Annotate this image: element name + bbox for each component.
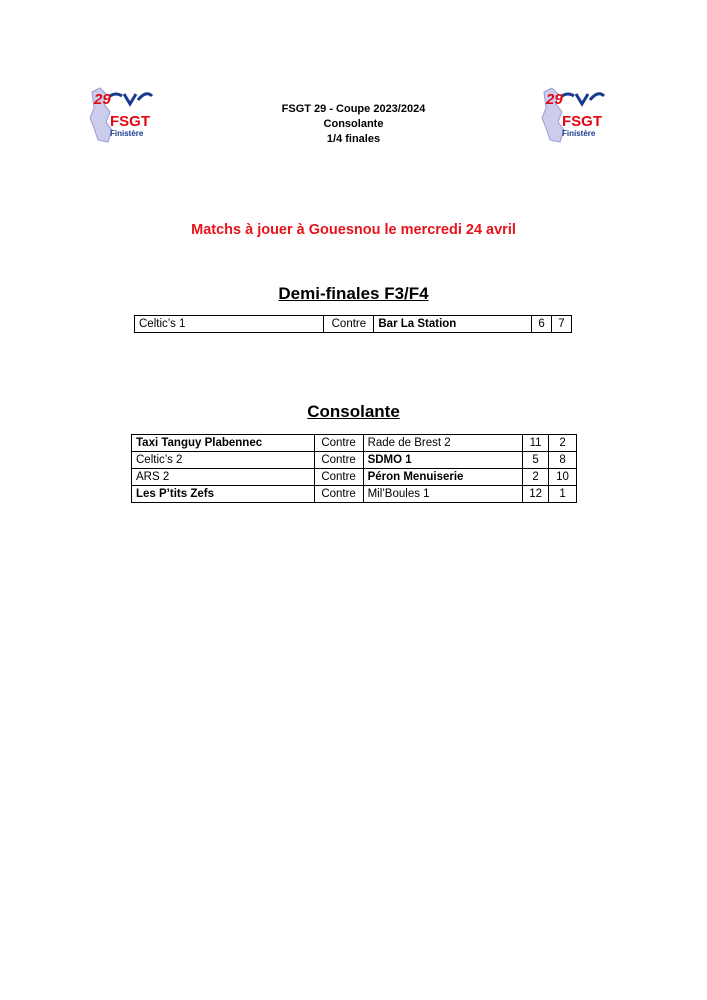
home-score-cell: 2 [523, 469, 549, 486]
home-team-cell: Les P’tits Zefs [132, 486, 315, 503]
svg-text:29: 29 [546, 91, 563, 108]
consolante-table-body [132, 435, 577, 503]
home-team-cell: Taxi Tanguy Plabennec [132, 435, 315, 452]
table-row [132, 469, 577, 486]
away-score-cell: 7 [552, 316, 572, 333]
svg-text:Finistère: Finistère [562, 129, 596, 138]
table-row [135, 316, 572, 333]
semis-table [134, 315, 572, 333]
versus-cell: Contre [324, 316, 374, 333]
home-score-cell: 11 [523, 435, 549, 452]
home-team-cell: Celtic’s 2 [132, 452, 315, 469]
home-team-cell: ARS 2 [132, 469, 315, 486]
away-team-cell: Bar La Station [374, 316, 532, 333]
home-score-cell: 6 [532, 316, 552, 333]
away-score-cell: 2 [549, 435, 577, 452]
away-score-cell: 1 [549, 486, 577, 503]
away-team-cell: SDMO 1 [363, 452, 523, 469]
header-competition: Consolante [323, 118, 384, 130]
fsgt-finistere-logo-icon [538, 84, 610, 146]
document-header [200, 102, 507, 147]
versus-cell: Contre [314, 452, 363, 469]
versus-cell: Contre [314, 469, 363, 486]
away-team-cell: Rade de Brest 2 [363, 435, 523, 452]
match-notice: Matchs à jouer à Gouesnou le mercredi 24 avril [191, 222, 516, 238]
svg-text:FSGT: FSGT [562, 113, 602, 130]
section-title-consolante: Consolante [307, 402, 400, 421]
fsgt-finistere-logo-left [86, 84, 158, 146]
home-score-cell: 12 [523, 486, 549, 503]
consolante-table [131, 434, 577, 503]
header-title: FSGT 29 - Coupe 2023/2024 [281, 103, 426, 115]
away-team-cell: Péron Menuiserie [363, 469, 523, 486]
table-row [132, 452, 577, 469]
table-row [132, 435, 577, 452]
svg-text:Finistère: Finistère [110, 129, 144, 138]
versus-cell: Contre [314, 486, 363, 503]
away-score-cell: 8 [549, 452, 577, 469]
section-title-semis: Demi-finales F3/F4 [278, 284, 429, 303]
table-row [132, 486, 577, 503]
fsgt-finistere-logo-right [538, 84, 610, 146]
home-team-cell: Celtic’s 1 [135, 316, 324, 333]
away-score-cell: 10 [549, 469, 577, 486]
home-score-cell: 5 [523, 452, 549, 469]
fsgt-finistere-logo-icon [86, 84, 158, 146]
semis-table-body [135, 316, 572, 333]
header-round: 1/4 finales [326, 133, 381, 145]
svg-text:29: 29 [94, 91, 111, 108]
away-team-cell: Mil’Boules 1 [363, 486, 523, 503]
versus-cell: Contre [314, 435, 363, 452]
svg-text:FSGT: FSGT [110, 113, 150, 130]
